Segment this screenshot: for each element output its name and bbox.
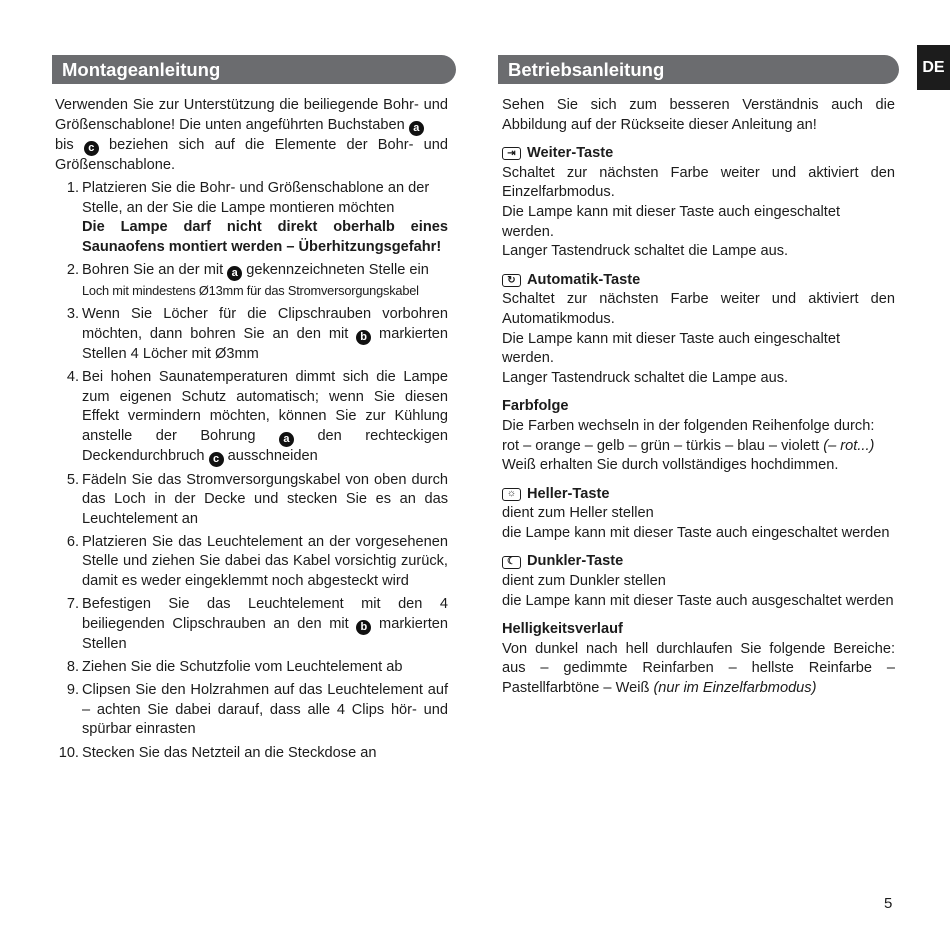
montage-heading: Montageanleitung [52, 55, 456, 84]
betrieb-column: Betriebsanleitung Sehen Sie sich zum besseren Verständnis auch die Abbildung auf der Rückseite dieser Anleitung an! ⇥ Weiter-Taste Schaltet zur nächsten Farbe weiter und aktiviert den Einzelfarbmodus. Die Lampe kann mit dieser Taste auch eingeschaltet werden. Langer Tastendruck schaltet die Lampe aus. ↻ Automatik-Taste Schaltet zur nächsten Farbe weiter und aktiviert den Automatikmodus. Die Lampe kann mit dieser Taste auch eingeschaltet werden. Langer Tastendruck schaltet die Lampe aus. Farbfolge Die Farben wechseln in der folgenden Reihenfolge durch: rot – orange – gelb – grün – türkis – blau – violett (– rot...) Weiß erhalten Sie durch vollständiges hochdimmen. ☼ Heller-Taste dient zum Heller stellen die Lampe kann mit dieser Taste auch eingeschaltet werden ☾ Dunkler-Taste dient zum Dunkler stellen die Lampe kann mit dieser Taste auch ausgeschaltet werden Helligkeitsverlauf Von dunkel nach hell durchlaufen Sie folgende Bereiche: aus – gedimmte Reinfarben – hellste Reinfarbe – Pastellfarbtöne – Weiß (nur im Einzelfarbmodus) [498, 55, 899, 699]
step-2: 2. Bohren Sie an der mit a gekennzeichneten Stelle ein Loch mit mindestens Ø13mm für das Stromversorgungskabel [66, 262, 429, 299]
overheat-warning: Die Lampe darf nicht direkt oberhalb eines Saunaofens montiert werden – Überhitzungsgefahr! [82, 219, 448, 255]
step-8: 8. Ziehen Sie die Schutzfolie vom Leuchtelement ab [66, 659, 403, 676]
moon-icon: ☾ [502, 556, 521, 569]
letter-a-icon: a [279, 432, 294, 447]
letter-a-icon: a [409, 121, 424, 136]
page-number: 5 [884, 895, 893, 912]
heller-title: ☼ Heller-Taste [502, 485, 895, 505]
language-label: DE [922, 58, 945, 76]
step-3: 3. Wenn Sie Löcher für die Clipschrauben vorbohren möchten, dann bohren Sie an den mit b markierten Stellen 4 Löcher mit Ø3mm [66, 306, 448, 362]
step-5: 5. Fädeln Sie das Stromversorgungskabel von oben durch das Loch in der Decke und stecken Sie es an das Leuchtelement an [66, 471, 448, 527]
step-1: 1. Platzieren Sie die Bohr- und Größenschablone an der Stelle, an der Sie die Lampe montieren möchten Die Lampe darf nicht direkt oberhalb eines Saunaofens montiert werden – Überhitzungsgefahr! [55, 179, 448, 257]
letter-c-icon: c [84, 141, 99, 156]
step-6: 6. Platzieren Sie das Leuchtelement an der vorgesehenen Stelle und ziehen Sie dabei das Kabel vorsichtig zurück, damit es weder eingeklemmt noch abgesteckt wird [66, 533, 448, 590]
step-7: 7. Befestigen Sie das Leuchtelement mit den 4 beiliegenden Clipschrauben an den mit b markierten Stellen [66, 596, 448, 652]
step-10: 10. Stecken Sie das Netzteil an die Steckdose an [58, 744, 377, 761]
montage-column [52, 55, 456, 767]
letter-c-icon: c [209, 452, 224, 467]
sun-icon: ☼ [502, 488, 521, 501]
language-tab [917, 45, 950, 90]
step-4: 4. Bei hohen Saunatemperaturen dimmt sich die Lampe zum eigenen Schutz automatisch; wenn Sie diesen Effekt vermindern möchten, können Sie zur Kühlung anstelle der Bohrung a den rechteckigen Deckendurchbruch c ausschneiden [66, 369, 448, 465]
letter-b-icon: b [356, 620, 371, 635]
montage-intro: Verwenden Sie zur Unterstützung die beiliegende Bohr- und Größenschablone! Die unten angeführten Buchstaben a bis c beziehen sich auf die Elemente der Bohr- und Größenschablone. [55, 97, 448, 173]
arrow-right-icon: ⇥ [502, 147, 521, 160]
automatik-title: ↻ Automatik-Taste [502, 271, 895, 291]
weiter-title: ⇥ Weiter-Taste [502, 144, 895, 164]
farbfolge-title: Farbfolge [502, 398, 569, 415]
letter-a-icon: a [227, 266, 242, 281]
helligkeit-title: Helligkeitsverlauf [502, 621, 623, 638]
betrieb-heading: Betriebsanleitung [498, 55, 899, 84]
montage-steps [55, 179, 448, 763]
cycle-icon: ↻ [502, 274, 521, 287]
step-9: 9. Clipsen Sie den Holzrahmen auf das Leuchtelement auf – achten Sie dabei darauf, dass alle 4 Clips hör- und spürbar einrasten [66, 682, 448, 738]
letter-b-icon: b [356, 330, 371, 345]
dunkler-title: ☾ Dunkler-Taste [502, 552, 895, 572]
betrieb-intro: Sehen Sie sich zum besseren Verständnis auch die Abbildung auf der Rückseite dieser Anleitung an! [502, 97, 895, 133]
